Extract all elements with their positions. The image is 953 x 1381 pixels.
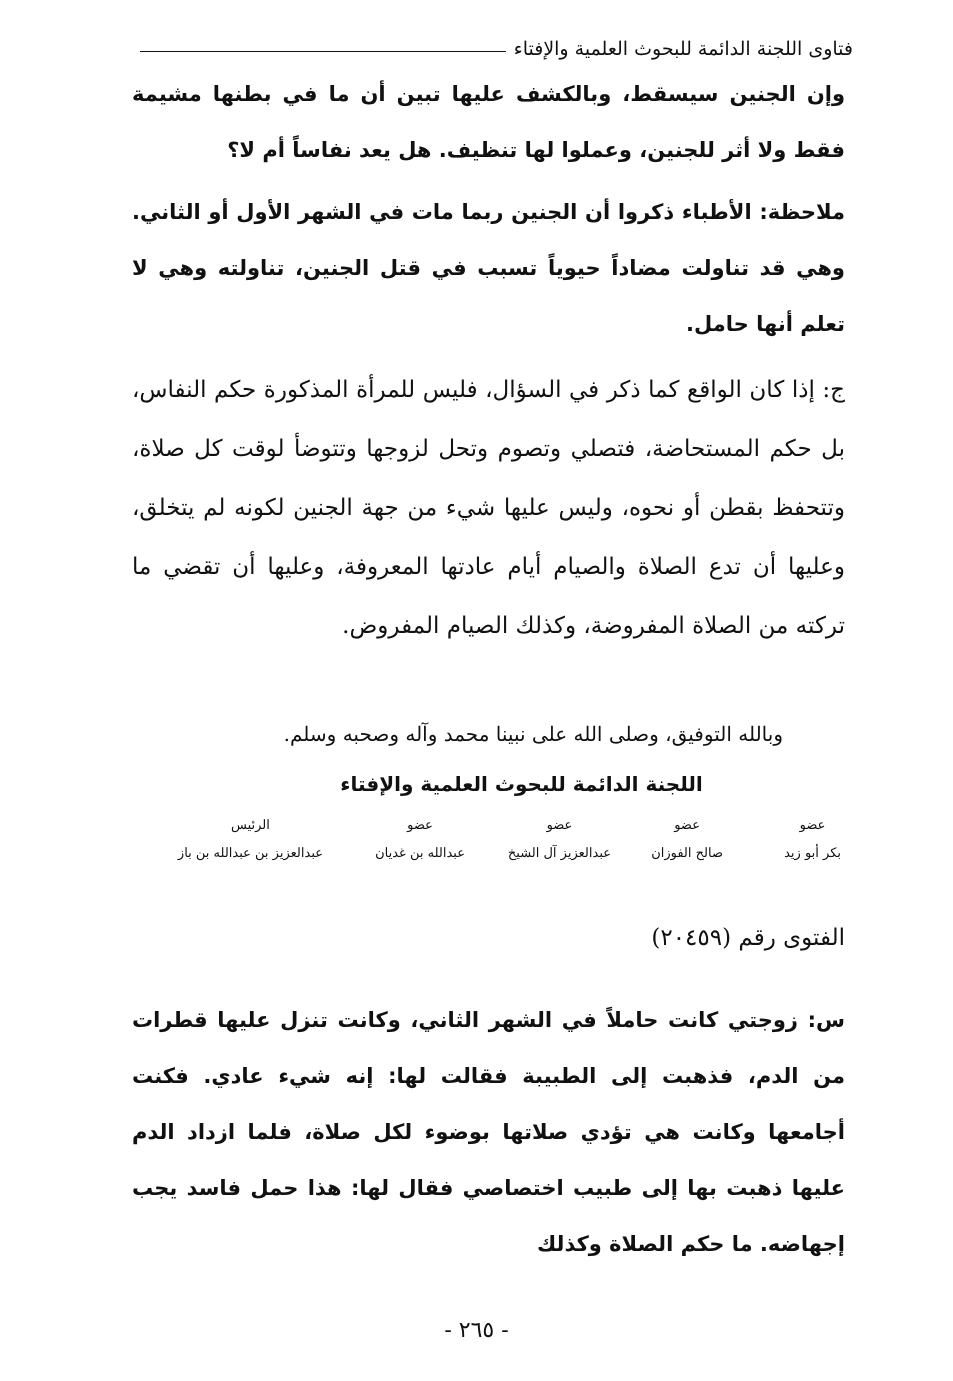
question-paragraph: س: زوجتي كانت حاملاً في الشهر الثاني، وكانت تنزل عليها قطرات من الدم، فذهبت إلى الطبيبة فقالت لها: إنه شيء عادي. فكنت أجامعها وكانت هي تؤدي صلاتها بوضوء لكل صلاة، فلما ازداد الدم عليها ذهبت بها إلى طبيب اختصاصي فقال لها: هذا حمل فاسد يجب إجهاضه. ما حكم الصلاة وكذلك (132, 1008, 845, 1256)
member-role: عضو (674, 818, 700, 833)
member-signature (375, 818, 465, 861)
question-note: ملاحظة: الأطباء ذكروا أن الجنين ربما مات في الشهر الأول أو الثاني. وهي قد تناولت مضاداً حيوياً تسبب في قتل الجنين، تناولته وهي لا تعلم أنها حامل. (132, 200, 845, 336)
closing-line: وبالله التوفيق، وصلى الله على نبينا محمد وآله وصحبه وسلم. (283, 722, 783, 746)
member-signature (784, 818, 841, 861)
member-name: بكر أبو زيد (784, 846, 841, 861)
member-role: عضو (799, 818, 826, 833)
header-rule (140, 51, 506, 52)
committee-title: اللجنة الدائمة للبحوث العلمية والإفتاء (340, 772, 703, 796)
member-signature (508, 818, 611, 861)
member-role: عضو (407, 818, 433, 833)
member-role: الرئيس (231, 818, 270, 833)
question-continued: وإن الجنين سيسقط، وبالكشف عليها تبين أن ما في بطنها مشيمة فقط ولا أثر للجنين، وعملوا لها تنظيف. هل يعد نفاساً أم لا؟ (132, 82, 845, 162)
member-name: عبدالله بن غديان (375, 846, 465, 861)
member-signature (178, 818, 323, 861)
member-role: عضو (546, 818, 573, 833)
member-name: عبدالعزيز بن عبدالله بن باز (177, 846, 323, 861)
fatwa-number: الفتوى رقم (٢٠٤٥٩) (651, 925, 845, 951)
answer-paragraph: ج: إذا كان الواقع كما ذكر في السؤال، فليس للمرأة المذكورة حكم النفاس، بل حكم المستحاضة، فتصلي وتصوم وتحل لزوجها وتتوضأ لوقت كل صلاة، وتتحفظ بقطن أو نحوه، وليس عليها شيء من جهة الجنين لكونه لم يتخلق، وعليها أن تدع الصلاة والصيام أيام عادتها المعروفة، وعليها أن تقضي ما تركته من الصلاة المفروضة، وكذلك الصيام المفروض. (132, 377, 845, 639)
page-number: - ٢٦٥ - (444, 1318, 509, 1343)
member-name: عبدالعزيز آل الشيخ (507, 846, 611, 861)
member-name: صالح الفوزان (651, 846, 723, 861)
member-signature (651, 818, 723, 861)
running-header (140, 28, 853, 60)
committee-members (140, 818, 841, 888)
header-title: فتاوى اللجنة الدائمة للبحوث العلمية والإفتاء (513, 38, 853, 60)
